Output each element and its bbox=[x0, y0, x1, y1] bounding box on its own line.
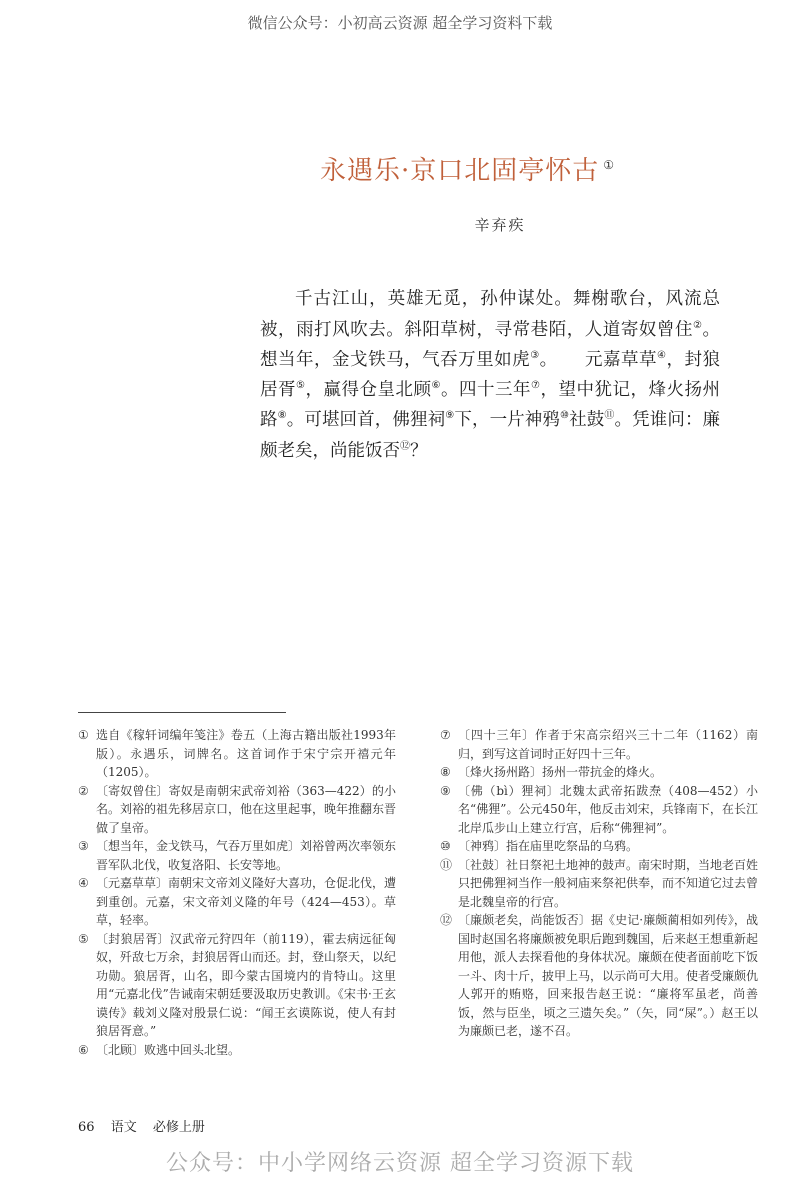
footnote-item bbox=[78, 782, 396, 838]
footnote-number: ③ bbox=[78, 839, 89, 853]
footnote-number: ⑥ bbox=[78, 1042, 89, 1057]
footnote-marker: ⑪ bbox=[604, 410, 615, 422]
poem-author: 辛弃疾 bbox=[474, 216, 526, 234]
footnote-item bbox=[78, 1041, 396, 1060]
footnote-item bbox=[78, 726, 396, 782]
footnote-number: ⑤ bbox=[78, 931, 89, 946]
volume-label: 必修上册 bbox=[152, 1120, 205, 1135]
poem-text: 。可堪回首，佛狸祠 bbox=[286, 410, 446, 431]
notes-right-column bbox=[440, 726, 758, 1041]
poem-text: ，望中犹记，烽火扬州路 bbox=[260, 379, 721, 431]
footnote-item bbox=[440, 911, 758, 1041]
subject-label: 语文 bbox=[110, 1120, 137, 1135]
footnote-number: ④ bbox=[78, 876, 89, 890]
bottom-watermark-banner: 公众号：中小学网络云资源 超全学习资源下载 bbox=[166, 1151, 634, 1176]
poem-text: 。想当年，金戈铁马，气吞万里如虎 bbox=[260, 319, 721, 370]
footnote-text: 〔廉颇老矣，尚能饭否〕据《史记·廉颇蔺相如列传》，战国时赵国名将廉颇被免职后跑到魏国，后来赵王想重新起用他，派人去探看他的身体状况。廉颇在使者面前吃下饭一斗、肉十斤，披甲上马，以示尚可大用。使者受廉颇仇人郭开的贿赂，回来报告赵王说：“廉将军虽老，尚善饭，然与臣坐，顷之三遗矢矣。”（矢，同“屎”。）赵王以为廉颇已老，遂不召。 bbox=[458, 913, 759, 1038]
footnote-number: ⑦ bbox=[440, 728, 451, 742]
poem-text: 。 元嘉草草 bbox=[539, 349, 658, 370]
footnote-marker: ⑤ bbox=[296, 380, 306, 392]
poem-text: 下，一片神鸦 bbox=[454, 410, 561, 431]
footnote-text: 〔四十三年〕作者于宋高宗绍兴三十二年（1162）南归，到写这首词时正好四十三年。 bbox=[458, 728, 758, 761]
footnote-text: 〔烽火扬州路〕扬州一带抗金的烽火。 bbox=[458, 765, 663, 779]
footnote-number: ② bbox=[78, 783, 89, 798]
footnote-text: 〔想当年，金戈铁马，气吞万里如虎〕刘裕曾两次率领东晋军队北伐，收复洛阳、长安等地。 bbox=[96, 839, 397, 872]
footnote-marker: ⑫ bbox=[400, 440, 410, 452]
footnote-text: 〔神鸦〕指在庙里吃祭品的乌鸦。 bbox=[458, 839, 639, 853]
footnote-marker: ⑧ bbox=[277, 410, 287, 422]
top-watermark-banner: 微信公众号：小初高云资源 超全学习资料下载 bbox=[247, 14, 553, 32]
poem-text: 千古江山，英雄无觅，孙仲谋处。舞榭歌台，风流总被，雨打风吹去。斜阳草树，寻常巷陌，人道寄奴曾住 bbox=[260, 289, 720, 340]
page-number: 66 bbox=[78, 1120, 95, 1135]
footnote-marker: ② bbox=[693, 319, 703, 331]
poem-text: 。四十三年 bbox=[440, 379, 532, 400]
footnote-number: ⑩ bbox=[440, 839, 451, 853]
footnote-marker: ⑦ bbox=[531, 380, 541, 392]
poem-text: 。凭谁问：廉颇老矣，尚能饭否 bbox=[260, 410, 721, 461]
title-footnote-marker: ① bbox=[603, 158, 616, 173]
footnote-text: 〔北顾〕败逃中回头北望。 bbox=[96, 1042, 241, 1057]
footnote-marker: ⑩ bbox=[560, 410, 570, 422]
footnote-number: ⑨ bbox=[440, 783, 451, 798]
footnote-item bbox=[440, 726, 758, 763]
page-footer bbox=[78, 1116, 217, 1135]
footnote-marker: ④ bbox=[657, 349, 667, 361]
footnote-item bbox=[78, 930, 396, 1041]
footnote-number: ① bbox=[78, 728, 89, 742]
poem-text: 社鼓 bbox=[569, 410, 605, 431]
footnote-text: 〔社鼓〕社日祭祀土地神的鼓声。南宋时期，当地老百姓只把佛狸祠当作一般祠庙来祭祀供奉，而不知道它过去曾是北魏皇帝的行宫。 bbox=[458, 857, 759, 909]
footnote-item bbox=[78, 837, 396, 874]
footnote-item bbox=[440, 856, 758, 912]
footnote-marker: ③ bbox=[530, 349, 540, 361]
poem-text: ？ bbox=[410, 440, 428, 461]
footnote-marker: ⑨ bbox=[445, 410, 455, 422]
footnote-number: ⑫ bbox=[440, 913, 453, 927]
notes-divider bbox=[78, 712, 286, 713]
footnote-item bbox=[440, 837, 758, 856]
footnote-number: ⑪ bbox=[440, 857, 453, 872]
footnote-marker: ⑥ bbox=[431, 380, 441, 392]
notes-left-column bbox=[78, 726, 396, 1059]
poem-text: ，赢得仓皇北顾 bbox=[305, 379, 432, 400]
footnote-number: ⑧ bbox=[440, 765, 451, 779]
poem-text: ，封狼居胥 bbox=[260, 349, 721, 400]
footnote-item bbox=[440, 763, 758, 782]
footnote-item bbox=[440, 782, 758, 838]
poem-title: 永遇乐·京口北固亭怀古 bbox=[320, 156, 600, 186]
footnote-text: 选自《稼轩词编年笺注》卷五（上海古籍出版社1993年版）。永遇乐，词牌名。这首词作于宋宁宗开禧元年（1205）。 bbox=[96, 728, 396, 779]
footnote-text: 〔封狼居胥〕汉武帝元狩四年（前119），霍去病远征匈奴，歼敌七万余，封狼居胥山而还。封，登山祭天，以纪功勋。狼居胥，山名，即今蒙古国境内的肯特山。这里用“元嘉北伐”告诫南宋朝廷要汲取历史教训。《宋书·王玄谟传》载刘义隆对殷景仁说：“闻王玄谟陈说，使人有封狼居胥意。” bbox=[96, 931, 397, 1038]
footnote-text: 〔寄奴曾住〕寄奴是南朝宋武帝刘裕（363—422）的小名。刘裕的祖先移居京口，他在这里起事，晚年推翻东晋做了皇帝。 bbox=[96, 783, 397, 835]
footnote-item bbox=[78, 874, 396, 930]
poem-body bbox=[260, 287, 720, 464]
poem-title-block bbox=[320, 150, 700, 187]
footnote-text: 〔佛（bì）狸祠〕北魏太武帝拓跋焘（408—452）小名“佛狸”。公元450年，他反击刘宋，兵锋南下，在长江北岸瓜步山上建立行宫，后称“佛狸祠”。 bbox=[458, 783, 758, 835]
footnote-text: 〔元嘉草草〕南朝宋文帝刘义隆好大喜功，仓促北伐，遭到重创。元嘉，宋文帝刘义隆的年号（424—453）。草草，轻率。 bbox=[96, 876, 397, 927]
